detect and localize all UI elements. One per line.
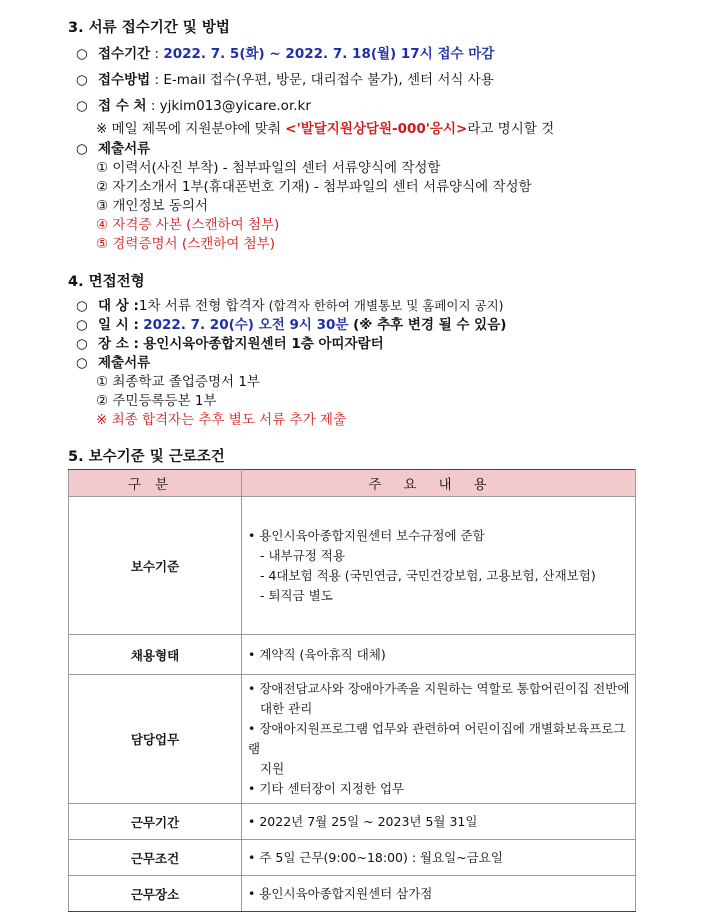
value-line: • 용인시육아종합지원센터 삼가점 (248, 885, 433, 901)
value-line: • 장애아지원프로그램 업무와 관련하여 어린이집에 개별화보육프로그램 (248, 721, 626, 756)
value-line: - 내부규정 적용 (260, 547, 345, 563)
value-line: - 퇴직금 별도 (260, 587, 333, 603)
value-line: • 계약직 (육아휴직 대체) (248, 646, 386, 662)
period-label: 접수기간 (98, 46, 151, 62)
value-line: • 용인시육아종합지원센터 보수규정에 준함 (248, 527, 485, 543)
circle-bullet: ○ (76, 336, 88, 352)
row-value (242, 635, 636, 675)
row-key: 보수기준 (69, 497, 242, 635)
doc-item: ② 자기소개서 1부(휴대폰번호 기재) - 첨부파일의 센터 서류양식에 작성함 (96, 179, 532, 195)
value-line: • 장애전담교사와 장애아가족을 지원하는 역할로 통합어린이집 전반에 (248, 681, 630, 696)
table-row (69, 804, 636, 840)
pay-conditions-table (68, 469, 636, 912)
target-value-note: (합격자 한하여 개별통보 및 홈페이지 공지) (264, 298, 504, 313)
header-content: 주요내용 (242, 470, 636, 497)
place-sep: : (146, 98, 160, 114)
row-key: 채용형태 (69, 635, 242, 675)
table-row (69, 635, 636, 675)
row-value (242, 804, 636, 840)
table-row (69, 675, 636, 804)
circle-bullet: ○ (76, 298, 88, 314)
date-row (76, 313, 506, 333)
circle-bullet: ○ (76, 72, 88, 88)
date-value: 2022. 7. 20(수) 오전 9시 30분 (143, 317, 349, 333)
period-sep: : (150, 46, 164, 62)
circle-bullet: ○ (76, 141, 88, 157)
doc-item-red: ④ 자격증 사본 (스캔하여 첨부) (96, 217, 280, 233)
target-row (76, 294, 504, 314)
circle-bullet: ○ (76, 317, 88, 333)
period-value: 2022. 7. 5(화) ~ 2022. 7. 18(월) 17시 접수 마감 (163, 46, 495, 62)
interview-doc-item: ① 최종학교 졸업증명서 1부 (96, 374, 260, 390)
mail-subject-note (96, 117, 554, 137)
table-row (69, 497, 636, 635)
date-label: 일 시 : (98, 317, 139, 333)
place-label: 접 수 처 (98, 98, 147, 114)
date-note: (※ 추후 변경 될 수 있음) (348, 317, 507, 333)
period-row (76, 42, 494, 62)
method-row (76, 68, 494, 88)
value-line: 지원 (260, 761, 285, 776)
note-highlight: <'발달지원상담원-000'응시> (285, 121, 468, 137)
location-row (76, 332, 384, 352)
location-label: 장 소 : (98, 336, 139, 352)
interview-docs-title-row (76, 351, 150, 371)
note-pre: ※ 메일 제목에 지원분야에 맞춰 (96, 121, 286, 137)
table-header-row (69, 470, 636, 497)
doc-item: ③ 개인정보 동의서 (96, 198, 208, 214)
interview-docs-title: 제출서류 (98, 355, 151, 371)
row-key: 근무조건 (69, 840, 242, 876)
header-category: 구분 (69, 470, 242, 497)
section-4-heading: 4. 면접전형 (68, 274, 145, 290)
value-line: • 2022년 7월 25일 ~ 2023년 5월 31일 (248, 813, 478, 829)
place-row (76, 94, 311, 114)
target-value-main: 1차 서류 전형 합격자 (138, 298, 265, 314)
section-3-heading: 3. 서류 접수기간 및 방법 (68, 20, 230, 36)
method-sep: : (150, 72, 164, 88)
docs-title: 제출서류 (98, 141, 151, 157)
table-row (69, 876, 636, 912)
location-value: 용인시육아종합지원센터 1층 아띠자람터 (143, 336, 384, 352)
docs-title-row (76, 137, 150, 157)
target-label: 대 상 : (98, 298, 139, 314)
circle-bullet: ○ (76, 355, 88, 371)
interview-doc-item: ② 주민등록등본 1부 (96, 393, 217, 409)
method-value: E-mail 접수(우편, 방문, 대리접수 불가), 센터 서식 사용 (163, 72, 494, 88)
doc-item-red: ⑤ 경력증명서 (스캔하여 첨부) (96, 236, 275, 252)
table-row (69, 840, 636, 876)
row-key: 근무장소 (69, 876, 242, 912)
circle-bullet: ○ (76, 98, 88, 114)
row-key: 근무기간 (69, 804, 242, 840)
row-value (242, 840, 636, 876)
row-value (242, 675, 636, 804)
circle-bullet: ○ (76, 46, 88, 62)
value-line: • 주 5일 근무(9:00~18:00) : 월요일~금요일 (248, 849, 503, 865)
email-address: yjkim013@yicare.or.kr (159, 98, 311, 114)
section-5-heading: 5. 보수기준 및 근로조건 (68, 449, 225, 465)
method-label: 접수방법 (98, 72, 151, 88)
row-value (242, 876, 636, 912)
note-post: 라고 명시할 것 (467, 121, 555, 137)
value-line: - 4대보험 적용 (국민연금, 국민건강보험, 고용보험, 산재보험) (260, 567, 596, 583)
row-key: 담당업무 (69, 675, 242, 804)
value-line: • 기타 센터장이 지정한 업무 (248, 781, 405, 796)
row-value (242, 497, 636, 635)
interview-doc-note: ※ 최종 합격자는 추후 별도 서류 추가 제출 (96, 412, 347, 428)
value-line: 대한 관리 (260, 701, 313, 716)
doc-item: ① 이력서(사진 부착) - 첨부파일의 센터 서류양식에 작성함 (96, 160, 441, 176)
